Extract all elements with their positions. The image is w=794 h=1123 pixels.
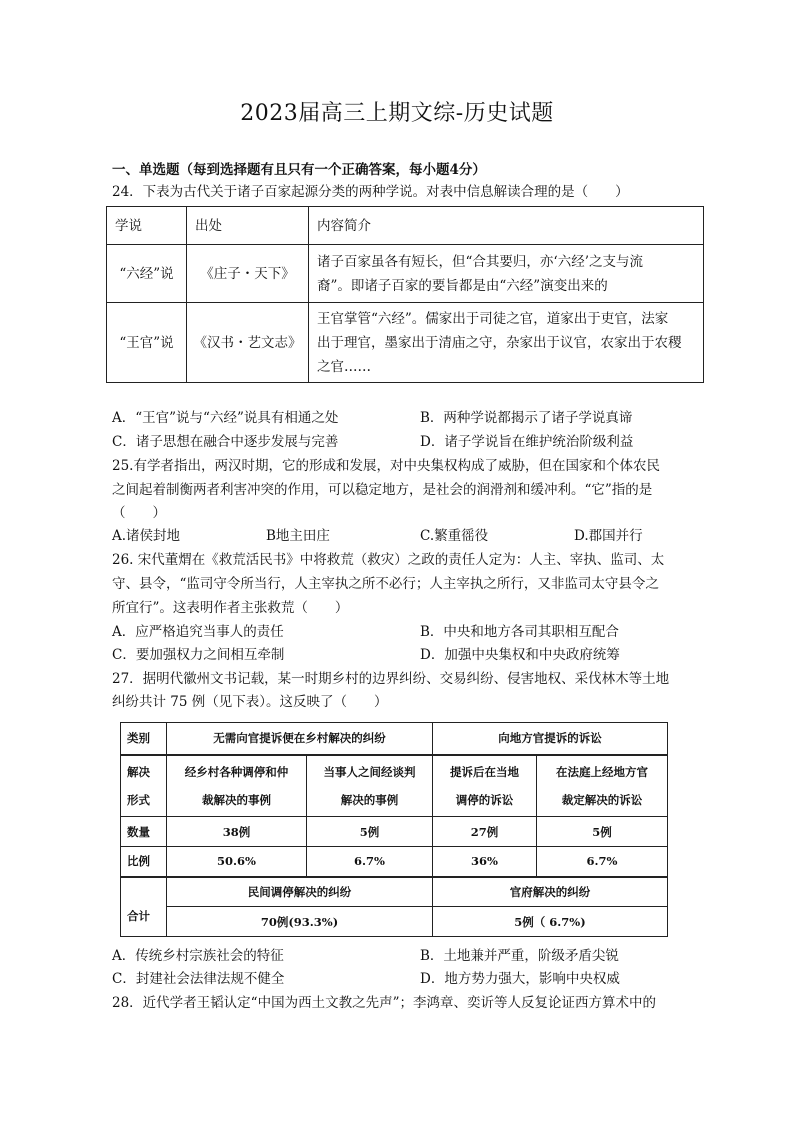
option-c: C.繁重徭役 <box>420 528 489 544</box>
form-line: 裁解决的事例 <box>202 792 271 807</box>
form-label-line: 形式 <box>127 792 150 807</box>
question-26-line: 守、县令，“监司守令所当行，人主宰执之所不必行；人主宰执之所行，又非监司太守县令之 <box>112 576 659 592</box>
content-line: 出于理官，墨家出于清庙之守，杂家出于议官，农家出于农稷 <box>317 334 682 351</box>
form-line: 裁定解决的诉讼 <box>561 792 643 807</box>
form-label <box>121 755 167 817</box>
option-b: B地主田庄 <box>266 528 330 544</box>
content-cell <box>309 245 704 303</box>
count-cell: 27例 <box>433 817 537 847</box>
count-cell: 5例 <box>537 817 668 847</box>
source-cell: 《汉书・艺文志》 <box>187 303 309 383</box>
option-b: B．土地兼并严重，阶级矛盾尖锐 <box>420 948 619 964</box>
option-b: B．中央和地方各司其职相互配合 <box>420 624 619 640</box>
table-row <box>121 847 668 877</box>
form-line: 提诉后在当地 <box>450 764 519 779</box>
form-line: 当事人之间经谈判 <box>323 764 416 779</box>
option-a: A．传统乡村宗族社会的特征 <box>112 948 284 964</box>
sum-header-village: 民间调停解决的纠纷 <box>167 877 433 907</box>
form-cell <box>537 755 668 817</box>
section-header: 一、单选题（每到选择题有且只有一个正确答案，每小题4分） <box>112 162 486 178</box>
option-a: A．“王官”说与“六经”说具有相通之处 <box>112 410 339 426</box>
question-25-line: 之间起着制衡两者利害冲突的作用，可以稳定地方，是社会的润滑剂和缓冲利。“它”指的是 <box>112 482 653 498</box>
content-cell <box>309 303 704 383</box>
ratio-cell: 50.6% <box>167 847 307 877</box>
question-26-line: 26. 宋代董煟在《救荒活民书》中将救荒（救灾）之政的责任人定为：人主、宰执、监司、太 <box>112 552 665 568</box>
ratio-cell: 36% <box>433 847 537 877</box>
content-line: 诸子百家虽各有短长，但“合其要归，亦‘六经’之支与流 <box>317 253 643 270</box>
table-row <box>107 303 704 383</box>
form-line: 在法庭上经地方官 <box>556 764 648 779</box>
table-row <box>121 817 668 847</box>
question-28-line: 28．近代学者王韬认定“中国为西土文教之先声”；李鸿章、奕䜣等人反复论证西方算术中的 <box>112 995 656 1011</box>
ratio-cell: 6.7% <box>537 847 668 877</box>
table-header-cell: 内容简介 <box>309 207 704 245</box>
group-village-header: 无需向官提诉便在乡村解决的纠纷 <box>167 723 433 755</box>
question-25-line: 25.有学者指出，两汉时期，它的形成和发展，对中央集权构成了威胁，但在国家和个体农民 <box>112 458 660 474</box>
school-cell: “六经”说 <box>107 245 187 303</box>
table-header-cell: 学说 <box>107 207 187 245</box>
total-label: 合计 <box>121 877 167 937</box>
table-row <box>121 755 668 817</box>
question-26-line: 所宜行”。这表明作者主张救荒（ ） <box>112 600 349 616</box>
question-27-line: 纠纷共计 75 例（见下表）。这反映了（ ） <box>112 694 388 710</box>
sum-header-official: 官府解决的纠纷 <box>433 877 668 907</box>
form-cell <box>167 755 307 817</box>
table-header-cell: 出处 <box>187 207 309 245</box>
ratio-cell: 6.7% <box>307 847 433 877</box>
dispute-statistics-table <box>120 722 668 937</box>
group-official-header: 向地方官提诉的诉讼 <box>433 723 668 755</box>
count-cell: 38例 <box>167 817 307 847</box>
option-d: D.郡国并行 <box>574 528 643 544</box>
content-line: 王官掌管“六经”。儒家出于司徒之官，道家出于吏官，法家 <box>317 310 669 327</box>
ratio-label: 比例 <box>121 847 167 877</box>
content-line: 裔”。即诸子百家的要旨都是由“六经”演变出来的 <box>317 277 608 294</box>
source-cell: 《庄子・天下》 <box>187 245 309 303</box>
option-a: A．应严格追究当事人的责任 <box>112 624 284 640</box>
option-c: C．诸子思想在融合中逐步发展与完善 <box>112 434 339 450</box>
form-line: 经乡村各种调停和仲 <box>184 764 289 779</box>
table-row <box>107 245 704 303</box>
form-label-line: 解决 <box>127 764 150 779</box>
form-line: 调停的诉讼 <box>455 792 514 807</box>
origin-theories-table <box>106 206 704 383</box>
option-d: D．加强中央集权和中央政府统筹 <box>420 647 620 663</box>
category-label: 类别 <box>121 723 167 755</box>
form-cell <box>433 755 537 817</box>
question-27-line: 27．据明代徽州文书记载，某一时期乡村的边界纠纷、交易纠纷、侵害地权、采伐林木等土地 <box>112 671 670 687</box>
option-d: D．诸子学说旨在维护统治阶级利益 <box>420 434 634 450</box>
table-header-row <box>107 207 704 245</box>
table-row <box>121 907 668 937</box>
question-25-line: （ ） <box>112 505 166 521</box>
form-cell <box>307 755 433 817</box>
page-title: 2023届高三上期文综-历史试题 <box>240 101 554 126</box>
content-line: 之官…… <box>317 358 371 375</box>
count-label: 数量 <box>121 817 167 847</box>
option-b: B．两种学说都揭示了诸子学说真谛 <box>420 410 633 426</box>
option-d: D．地方势力强大，影响中央权威 <box>420 971 620 987</box>
option-c: C．封建社会法律法规不健全 <box>112 971 285 987</box>
sum-value-official: 5例（ 6.7%) <box>433 907 668 937</box>
school-cell: “王官”说 <box>107 303 187 383</box>
sum-value-village: 70例(93.3%) <box>167 907 433 937</box>
question-24-stem: 24．下表为古代关于诸子百家起源分类的两种学说。对表中信息解读合理的是（ ） <box>112 184 629 200</box>
table-row <box>121 723 668 755</box>
count-cell: 5例 <box>307 817 433 847</box>
option-a: A.诸侯封地 <box>112 528 181 544</box>
table-row <box>121 877 668 907</box>
option-c: C．要加强权力之间相互牵制 <box>112 647 285 663</box>
form-line: 解决的事例 <box>340 792 399 807</box>
